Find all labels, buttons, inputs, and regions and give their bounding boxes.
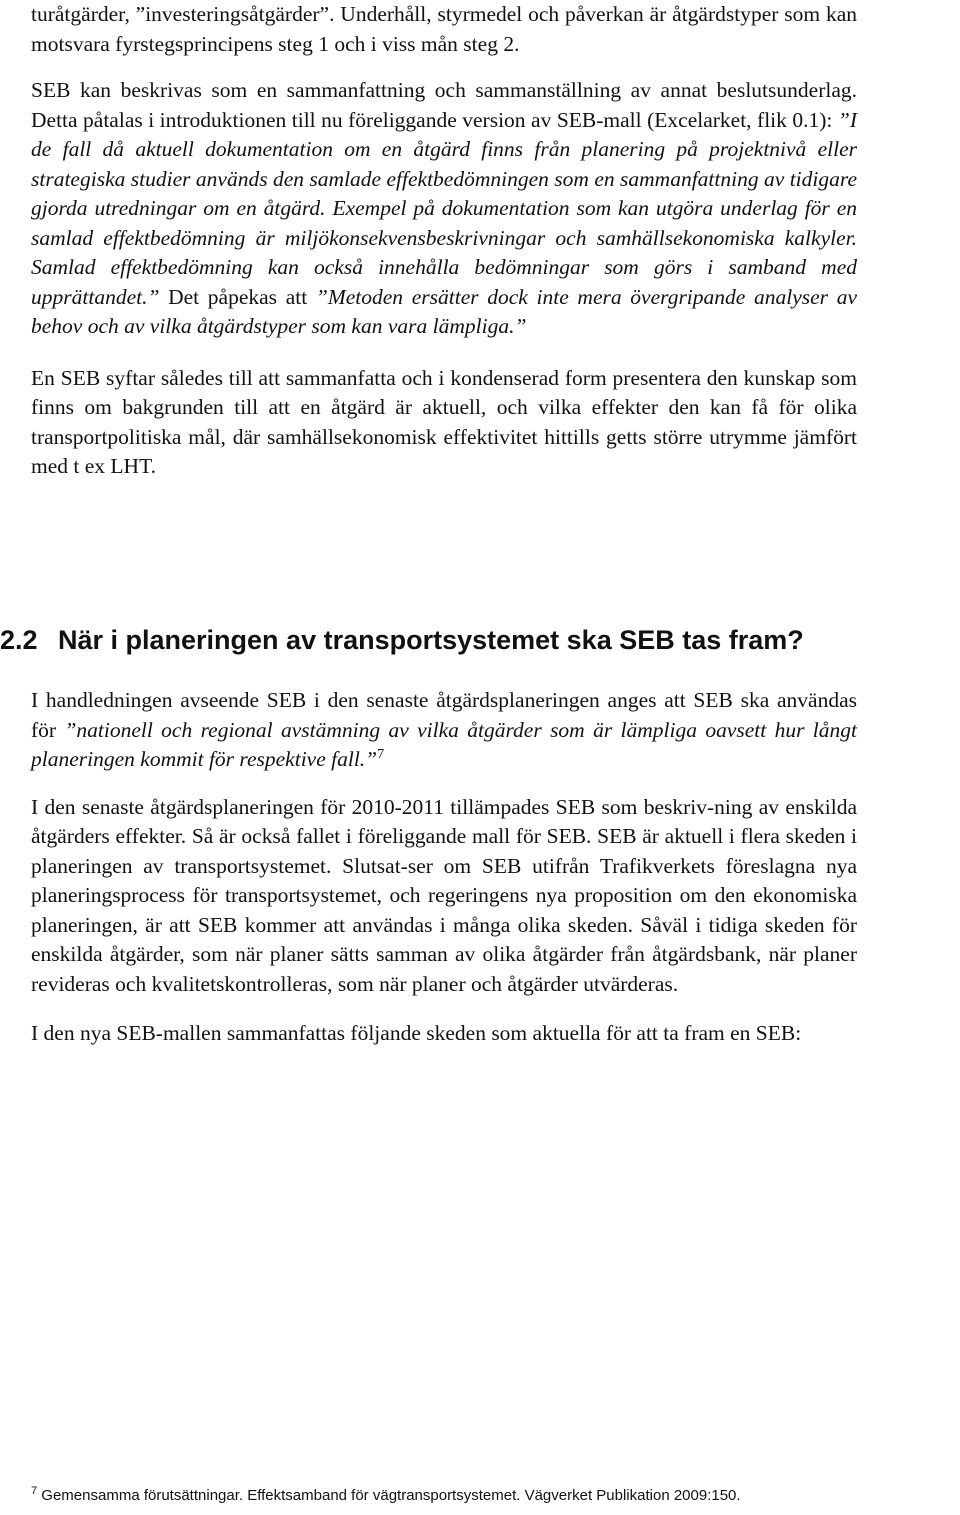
section-heading (0, 622, 940, 658)
paragraph-intro (31, 0, 857, 59)
paragraph-handbook (31, 686, 857, 775)
quote-text: ”Metoden ersätter dock inte mera övergripande analyser av behov och av vilka åtgärdstyper som kan vara lämpliga.” (31, 284, 857, 338)
footnote-number: 7 (31, 1485, 38, 1497)
section-title: När i planeringen av transportsystemet ska SEB tas fram? (58, 625, 804, 655)
footnote (31, 1486, 931, 1506)
paragraph-seb-summary (31, 76, 857, 342)
paragraph-planning (31, 793, 857, 1000)
paragraph-text: turåtgärder, ”investeringsåtgärder”. Underhåll, styrmedel och påverkan är åtgärdstyper som kan motsvara fyrstegsprincipens steg 1 och i viss mån steg 2. (31, 2, 857, 56)
paragraph-text: Det påpekas att (159, 284, 316, 309)
paragraph-new-template (31, 1019, 857, 1049)
quote-text: ”nationell och regional avstämning av vilka åtgärder som är lämpliga oavsett hur långt planeringen kommit för respektive fall.” (31, 717, 858, 771)
paragraph-seb-purpose (31, 364, 857, 482)
paragraph-text: I den senaste åtgärdsplaneringen för 2010-2011 tillämpades SEB som beskriv-ning av enskilda åtgärders effekter. Så är också fallet i föreliggande mall för SEB. SEB är aktuell i flera skeden i planeringen av transportsystemet. Slutsat-ser om SEB utifrån Trafikverkets föreslagna nya planeringsprocess för transportsystemet, och regeringens nya proposition om den ekonomiska planeringen, är att SEB kommer att användas i många olika skeden. Såväl i tidiga skeden för enskilda åtgärder, som när planer sätts samman av olika åtgärder från åtgärdsbank, när planer revideras och kvalitetskontrolleras, som när planer och åtgärder utvärderas. (31, 794, 857, 996)
paragraph-text: En SEB syftar således till att sammanfatta och i kondenserad form presentera den kunskap som finns om bakgrunden till att en åtgärd är aktuell, och vilka effekter den kan få för olika transportpolitiska mål, där samhällsekonomisk effektivitet hittills getts större utrymme jämfört med t ex LHT. (31, 365, 857, 478)
lower-text-block (31, 686, 857, 1049)
footnote-text: Gemensamma förutsättningar. Effektsamband för vägtransportsystemet. Vägverket Publikation 2009:150. (41, 1487, 741, 1504)
paragraph-text: I den nya SEB-mallen sammanfattas följande skeden som aktuella för att ta fram en SEB: (31, 1021, 802, 1045)
upper-text-block (31, 0, 857, 482)
paragraph-text: SEB kan beskrivas som en sammanfattning och sammanställning av annat beslutsunderlag. Detta påtalas i introduktionen till nu föreliggande version av SEB-mall (Excelarket, flik 0.1): (31, 78, 857, 132)
section-number: 2.2 (0, 625, 38, 655)
paragraph-text: I handledningen avseende SEB i den senaste åtgärdsplaneringen anges att SEB ska användas för (31, 688, 857, 742)
footnote-reference: 7 (377, 746, 385, 762)
quote-text: ”I de fall då aktuell dokumentation om en åtgärd finns från planering på projektnivå eller strategiska studier används den samlade effektbedömningen som en sammanfattning av tidigare gjorda utredningar om en åtgärd. Exempel på dokumentation som kan utgöra underlag för en samlad effektbedömning är miljökonsekvensbeskrivningar och samhällsekonomiska kalkyler. Samlad effektbedömning kan också innehålla bedömningar som görs i samband med upprättandet.” (31, 107, 857, 309)
